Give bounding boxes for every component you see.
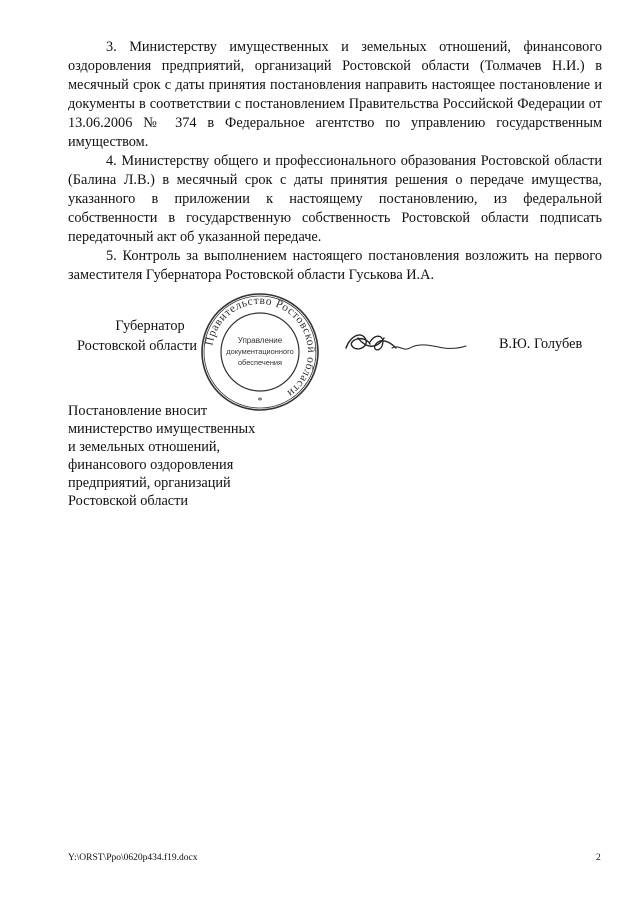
footer-page-number: 2 xyxy=(596,853,601,863)
signatory-name: В.Ю. Голубев xyxy=(499,336,583,352)
note-line: финансового оздоровления xyxy=(68,457,234,473)
official-seal xyxy=(200,292,320,412)
seal-inner-line2: документационного xyxy=(226,347,294,356)
paragraph-4: 4. Министерству общего и профессионального образования Ростовской области (Балина Л.В.) в месячный срок с даты принятия решения о передаче имущества, указанного в приложении к настоящему постановлению, из федеральной собственности в государственную собственность Ростовской области подписать передаточный акт об указанной передаче. xyxy=(68,153,602,245)
note-line: Ростовской области xyxy=(68,493,189,509)
note-line: министерство имущественных xyxy=(68,421,256,437)
paragraph-3: 3. Министерству имущественных и земельных отношений, финансового оздоровления предприятий, организаций Ростовской области (Толмачев Н.И.) в месячный срок с даты принятия постановления направить настоящее постановление и документы в соответствии с постановлением Правительства Российской Федерации от 13.06.2006 № 374 в Федеральное агентство по управлению государственным имуществом. xyxy=(68,39,602,150)
footer-file-path: Y:\ORST\Ppo\0620p434.f19.docx xyxy=(68,853,198,863)
seal-outer-text: Правительство Ростовской области xyxy=(203,294,318,400)
seal-star: * xyxy=(257,396,263,407)
submission-note xyxy=(68,402,328,510)
signatory-title-line1: Губернатор xyxy=(115,318,185,334)
seal-inner-line3: обеспечения xyxy=(237,358,283,367)
paragraph-5: 5. Контроль за выполнением настоящего постановления возложить на первого заместителя Губернатора Ростовской области Гуськова И.А. xyxy=(68,248,602,283)
handwritten-signature xyxy=(340,318,470,368)
note-line: предприятий, организаций xyxy=(68,475,231,491)
signatory-title-line2: Ростовской области xyxy=(76,338,198,354)
note-line: и земельных отношений, xyxy=(68,439,221,455)
seal-inner-line1: Управление xyxy=(237,336,283,345)
note-line: Постановление вносит xyxy=(68,403,208,419)
